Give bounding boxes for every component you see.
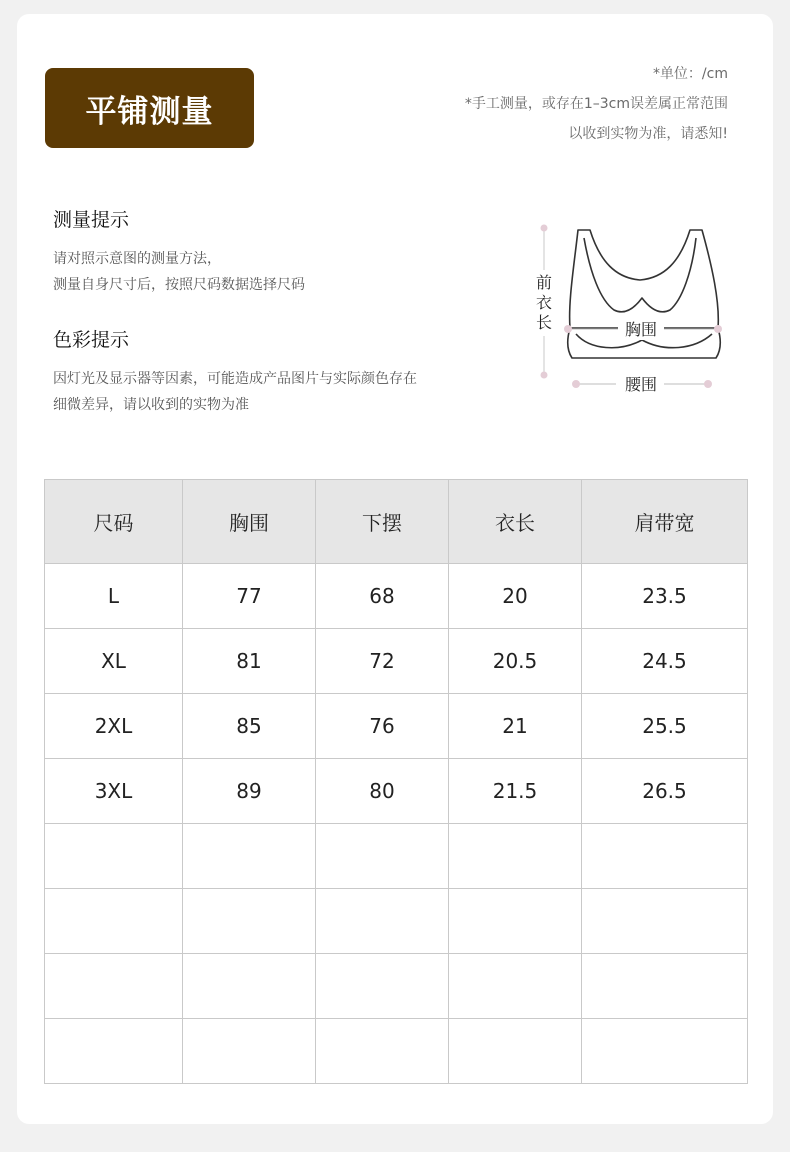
cell-length: 20 xyxy=(449,564,582,629)
cell-size: 2XL xyxy=(45,694,183,759)
chest-right-dot xyxy=(714,325,722,333)
cell-strap-width xyxy=(582,954,748,1019)
table-row xyxy=(45,759,748,824)
cell-hem: 76 xyxy=(316,694,449,759)
cell-strap-width: 23.5 xyxy=(582,564,748,629)
header-strap-width: 肩带宽 xyxy=(582,480,748,564)
cell-hem xyxy=(316,889,449,954)
unit-note: *单位：/cm xyxy=(652,66,728,82)
table-row xyxy=(45,954,748,1019)
cell-hem xyxy=(316,1019,449,1084)
error-note: *手工测量，或存在1–3cm误差属正常范围 xyxy=(464,96,728,112)
cell-chest: 77 xyxy=(183,564,316,629)
cell-size: XL xyxy=(45,629,183,694)
cell-size xyxy=(45,824,183,889)
header-length: 衣长 xyxy=(449,480,582,564)
cell-strap-width: 25.5 xyxy=(582,694,748,759)
page-title: 平铺测量 xyxy=(45,68,254,148)
cell-length xyxy=(449,889,582,954)
color-tip-title: 色彩提示 xyxy=(53,329,130,351)
bra-measurement-diagram xyxy=(530,218,730,398)
length-label-1: 前 xyxy=(535,273,553,292)
header-chest: 胸围 xyxy=(183,480,316,564)
cell-chest xyxy=(183,824,316,889)
table-row xyxy=(45,1019,748,1084)
header-hem: 下摆 xyxy=(316,480,449,564)
measure-tip-text xyxy=(53,246,305,298)
cell-strap-width: 26.5 xyxy=(582,759,748,824)
cell-hem: 80 xyxy=(316,759,449,824)
cell-hem xyxy=(316,954,449,1019)
cell-hem: 68 xyxy=(316,564,449,629)
cell-chest xyxy=(183,1019,316,1084)
cell-chest xyxy=(183,889,316,954)
cell-length xyxy=(449,1019,582,1084)
measure-tip-line: 测量自身尺寸后，按照尺码数据选择尺码 xyxy=(53,277,305,293)
table-row xyxy=(45,889,748,954)
cell-strap-width: 24.5 xyxy=(582,629,748,694)
cell-chest: 89 xyxy=(183,759,316,824)
measure-tip-title: 测量提示 xyxy=(53,209,130,231)
cell-chest xyxy=(183,954,316,1019)
length-label-3: 长 xyxy=(535,313,553,332)
color-tip-line: 细微差异，请以收到的实物为准 xyxy=(53,397,249,413)
cell-length xyxy=(449,954,582,1019)
table-row xyxy=(45,564,748,629)
cell-length: 21.5 xyxy=(449,759,582,824)
cell-strap-width xyxy=(582,1019,748,1084)
table-row xyxy=(45,629,748,694)
cell-size xyxy=(45,889,183,954)
cell-length xyxy=(449,824,582,889)
cell-strap-width xyxy=(582,889,748,954)
cell-strap-width xyxy=(582,824,748,889)
color-tip-text xyxy=(53,366,417,418)
measure-tip-line: 请对照示意图的测量方法， xyxy=(53,251,221,267)
length-bottom-dot xyxy=(541,372,548,379)
table-row xyxy=(45,694,748,759)
cell-hem xyxy=(316,824,449,889)
waist-left-dot xyxy=(572,380,580,388)
confirm-note: 以收到实物为准，请悉知! xyxy=(568,126,728,142)
measurement-notes xyxy=(465,62,728,152)
waist-label: 腰围 xyxy=(624,375,658,394)
cell-size xyxy=(45,1019,183,1084)
cell-length: 21 xyxy=(449,694,582,759)
cell-size xyxy=(45,954,183,1019)
cell-size: 3XL xyxy=(45,759,183,824)
chest-label: 胸围 xyxy=(624,320,658,339)
color-tip-line: 因灯光及显示器等因素，可能造成产品图片与实际颜色存在 xyxy=(53,371,417,387)
cell-chest: 81 xyxy=(183,629,316,694)
waist-right-dot xyxy=(704,380,712,388)
size-table xyxy=(44,479,748,1084)
cell-chest: 85 xyxy=(183,694,316,759)
length-label-2: 衣 xyxy=(535,293,553,312)
table-row xyxy=(45,824,748,889)
length-top-dot xyxy=(541,225,548,232)
header-size: 尺码 xyxy=(45,480,183,564)
cell-length: 20.5 xyxy=(449,629,582,694)
chest-left-dot xyxy=(564,325,572,333)
table-header-row xyxy=(45,480,748,564)
cell-hem: 72 xyxy=(316,629,449,694)
cell-size: L xyxy=(45,564,183,629)
